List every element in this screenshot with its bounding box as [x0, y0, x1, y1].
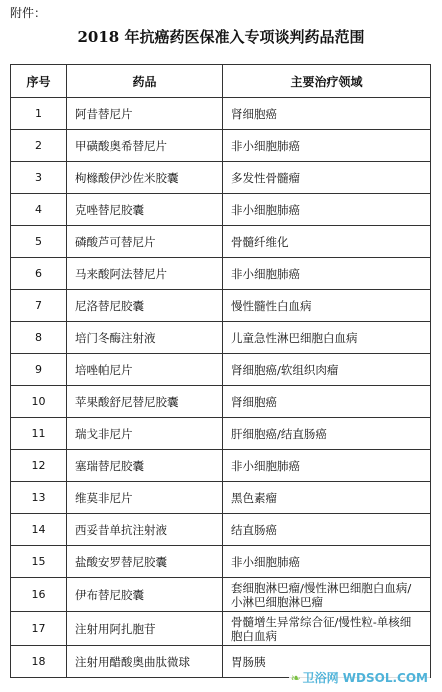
table-row	[11, 514, 431, 546]
drug-name: 阿昔替尼片	[67, 98, 223, 130]
treatment-area: 黑色素瘤	[223, 482, 431, 514]
drug-name: 枸橼酸伊沙佐米胶囊	[67, 162, 223, 194]
table-row	[11, 354, 431, 386]
table-row	[11, 130, 431, 162]
drug-name: 尼洛替尼胶囊	[67, 290, 223, 322]
drug-name: 伊布替尼胶囊	[67, 578, 223, 612]
treatment-area: 非小细胞肺癌	[223, 546, 431, 578]
treatment-area: 结直肠癌	[223, 514, 431, 546]
table-row	[11, 612, 431, 646]
row-number: 13	[11, 482, 67, 514]
row-number: 9	[11, 354, 67, 386]
treatment-area: 骨髓增生异常综合征/慢性粒-单核细胞白血病	[223, 612, 431, 646]
table-row	[11, 482, 431, 514]
table-row	[11, 578, 431, 612]
table-row	[11, 450, 431, 482]
row-number: 18	[11, 646, 67, 678]
drug-name: 马来酸阿法替尼片	[67, 258, 223, 290]
row-number: 2	[11, 130, 67, 162]
table-row	[11, 226, 431, 258]
row-number: 11	[11, 418, 67, 450]
row-number: 17	[11, 612, 67, 646]
treatment-area: 肾细胞癌	[223, 386, 431, 418]
treatment-area: 非小细胞肺癌	[223, 194, 431, 226]
table-row	[11, 418, 431, 450]
watermark-text: 卫浴网 WDSOL.COM	[302, 671, 428, 685]
treatment-area: 非小细胞肺癌	[223, 258, 431, 290]
table-row	[11, 194, 431, 226]
treatment-area: 肾细胞癌	[223, 98, 431, 130]
drug-name: 注射用阿扎胞苷	[67, 612, 223, 646]
attachment-label: 附件：	[10, 6, 47, 20]
table-row	[11, 546, 431, 578]
document-title: 2018 年抗癌药医保准入专项谈判药品范围	[77, 28, 365, 46]
treatment-area: 非小细胞肺癌	[223, 130, 431, 162]
row-number: 8	[11, 322, 67, 354]
row-number: 6	[11, 258, 67, 290]
treatment-area: 慢性髓性白血病	[223, 290, 431, 322]
row-number: 16	[11, 578, 67, 612]
table-row	[11, 322, 431, 354]
header-area: 主要治疗领域	[223, 65, 431, 98]
drug-name: 甲磺酸奥希替尼片	[67, 130, 223, 162]
leaf-icon: ❧	[290, 671, 301, 685]
drug-name: 西妥昔单抗注射液	[67, 514, 223, 546]
drug-name: 瑞戈非尼片	[67, 418, 223, 450]
row-number: 5	[11, 226, 67, 258]
row-number: 4	[11, 194, 67, 226]
treatment-area: 骨髓纤维化	[223, 226, 431, 258]
drug-name: 维莫非尼片	[67, 482, 223, 514]
row-number: 7	[11, 290, 67, 322]
drug-table	[10, 64, 431, 678]
drug-name: 克唑替尼胶囊	[67, 194, 223, 226]
drug-name: 注射用醋酸奥曲肽微球	[67, 646, 223, 678]
table-row	[11, 98, 431, 130]
row-number: 12	[11, 450, 67, 482]
treatment-area: 套细胞淋巴瘤/慢性淋巴细胞白血病/小淋巴细胞淋巴瘤	[223, 578, 431, 612]
table-row	[11, 386, 431, 418]
treatment-area: 儿童急性淋巴细胞白血病	[223, 322, 431, 354]
table-row	[11, 258, 431, 290]
drug-name: 磷酸芦可替尼片	[67, 226, 223, 258]
table-row	[11, 162, 431, 194]
treatment-area: 非小细胞肺癌	[223, 450, 431, 482]
header-drug: 药品	[67, 65, 223, 98]
watermark	[289, 669, 430, 686]
drug-name: 盐酸安罗替尼胶囊	[67, 546, 223, 578]
table-row	[11, 290, 431, 322]
drug-name: 培唑帕尼片	[67, 354, 223, 386]
header-number: 序号	[11, 65, 67, 98]
treatment-area: 胃肠胰	[223, 646, 431, 678]
row-number: 15	[11, 546, 67, 578]
row-number: 14	[11, 514, 67, 546]
drug-name: 塞瑞替尼胶囊	[67, 450, 223, 482]
table-header-row	[11, 65, 431, 98]
drug-name: 苹果酸舒尼替尼胶囊	[67, 386, 223, 418]
treatment-area: 肾细胞癌/软组织肉瘤	[223, 354, 431, 386]
row-number: 1	[11, 98, 67, 130]
row-number: 3	[11, 162, 67, 194]
row-number: 10	[11, 386, 67, 418]
treatment-area: 肝细胞癌/结直肠癌	[223, 418, 431, 450]
drug-name: 培门冬酶注射液	[67, 322, 223, 354]
treatment-area: 多发性骨髓瘤	[223, 162, 431, 194]
